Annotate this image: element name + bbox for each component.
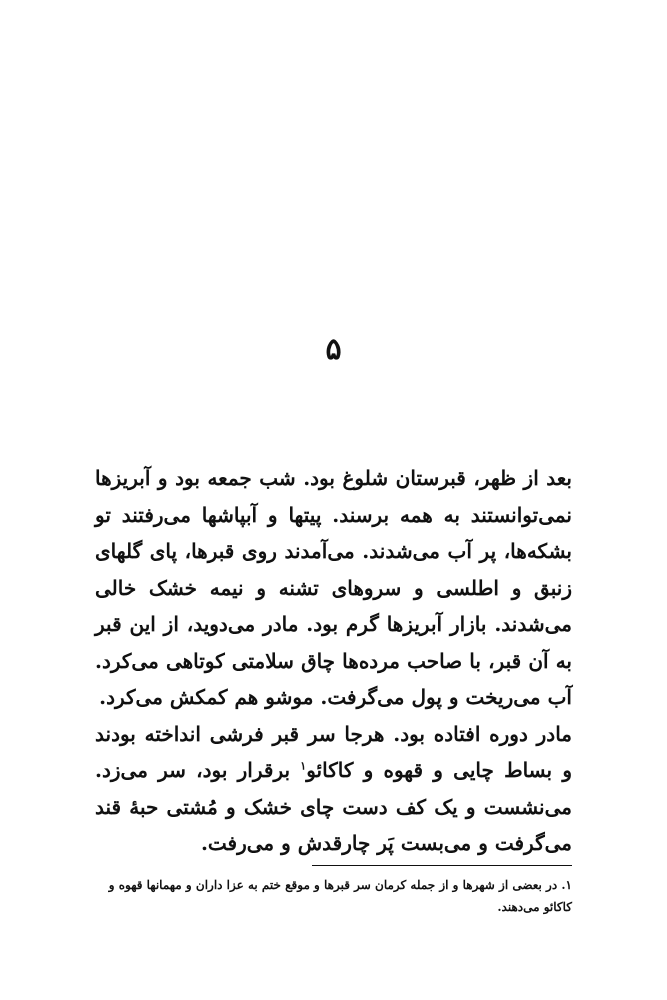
footnote: ۱. در بعضی از شهرها و از جمله کرمان سر قبرها و موقع ختم به عزا داران و مهمانها قهوه و کاکائو می‌دهند. bbox=[108, 878, 572, 914]
footnote-reference[interactable]: ۱ bbox=[300, 759, 307, 773]
paragraph-2 bbox=[95, 716, 572, 862]
paragraph-2-part-2: برقرار بود، سر می‌زد. می‌نشست و یک کف دست چای خشک و مُشتی حبهٔ قند می‌گرفت و می‌بست پَر چارقدش و می‌رفت. bbox=[95, 758, 572, 855]
paragraph-1: بعد از ظهر، قبرستان شلوغ بود. شب جمعه بود و آبریزها نمی‌توانستند به همه برسند. پیتها و آبپاشها می‌رفتند تو بشکه‌ها، پر آب می‌شدند. می‌آمدند روی قبرها، پای گلهای زنبق و اطلسی و سروهای تشنه و نیمه خشک خالی می‌شدند. بازار آبریزها گرم بود. مادر می‌دوید، از این قبر به آن قبر، با صاحب مرده‌ها چاق سلامتی کوتاهی می‌کرد. آب می‌ریخت و پول می‌گرفت. موشو هم کمکش می‌کرد. bbox=[95, 466, 572, 709]
chapter-number: ۵ bbox=[325, 332, 342, 367]
paragraph-2-part-1: مادر دوره افتاده بود. هرجا سر قبر فرشی انداخته بودند و بساط چایی و قهوه و کاکائو bbox=[95, 721, 572, 782]
body-text bbox=[95, 460, 572, 862]
footnote-divider bbox=[312, 865, 572, 866]
